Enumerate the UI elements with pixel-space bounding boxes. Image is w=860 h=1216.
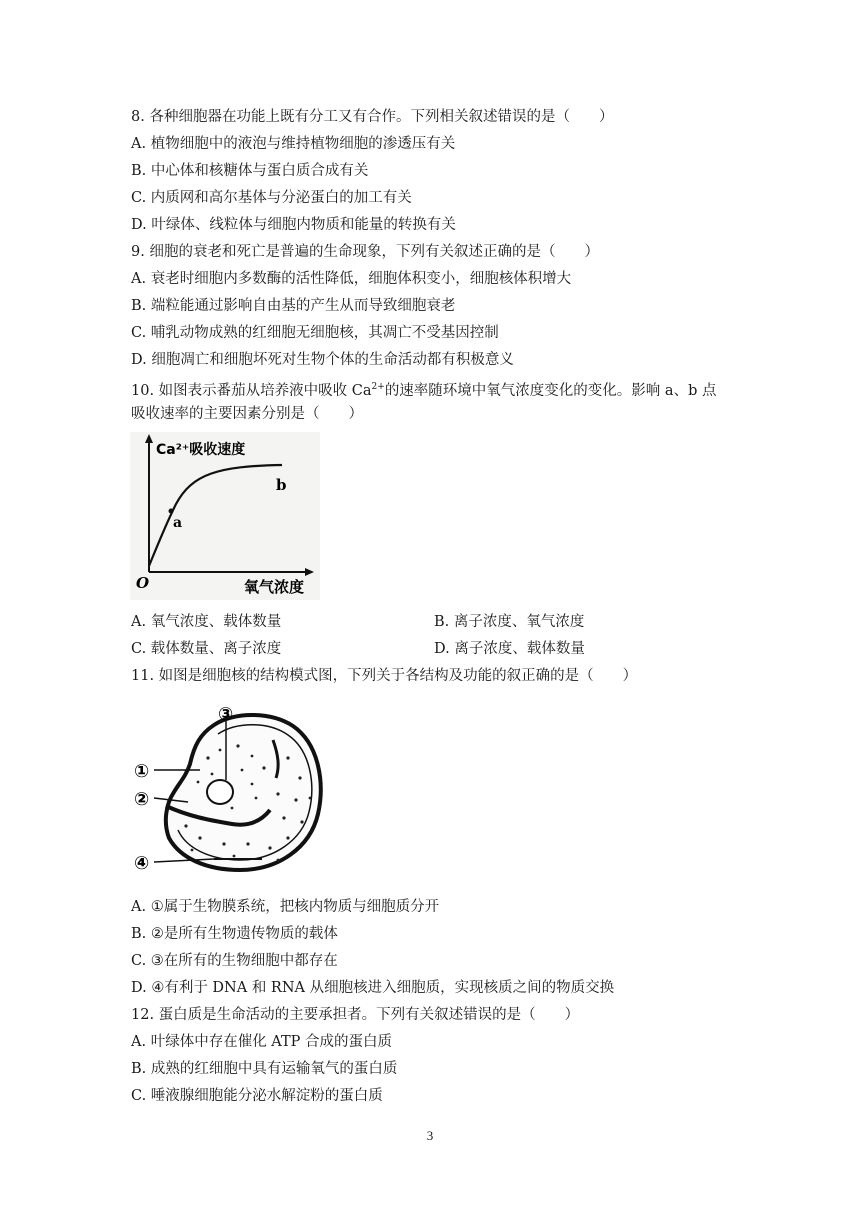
graph-ylabel: Ca²⁺吸收速度 bbox=[156, 442, 246, 458]
graph-point-a: a bbox=[173, 515, 183, 531]
q9-option-d: D. 细胞凋亡和细胞坏死对生物个体的生命活动都有积极意义 bbox=[131, 352, 514, 368]
q8-option-d: D. 叶绿体、线粒体与细胞内物质和能量的转换有关 bbox=[131, 217, 456, 233]
q10-stem-line1 bbox=[131, 377, 716, 401]
q10-option-b: B. 离子浓度、氧气浓度 bbox=[434, 614, 585, 630]
label-3: ③ bbox=[218, 704, 234, 725]
q8-stem: 8. 各种细胞器在功能上既有分工又有合作。下列相关叙述错误的是（ ） bbox=[131, 109, 614, 125]
q10-stem-sup: 2+ bbox=[371, 382, 385, 392]
nucleus-diagram bbox=[128, 698, 328, 880]
q8-option-c: C. 内质网和高尔基体与分泌蛋白的加工有关 bbox=[131, 190, 412, 206]
q12-stem: 12. 蛋白质是生命活动的主要承担者。下列有关叙述错误的是（ ） bbox=[131, 1007, 580, 1023]
q12-option-c: C. 唾液腺细胞能分泌水解淀粉的蛋白质 bbox=[131, 1088, 383, 1104]
q11-option-b: B. ②是所有生物遗传物质的载体 bbox=[131, 926, 338, 942]
q12-option-a: A. 叶绿体中存在催化 ATP 合成的蛋白质 bbox=[131, 1034, 393, 1050]
q10-stem-line2: 吸收速率的主要因素分别是（ ） bbox=[131, 406, 363, 422]
oxygen-uptake-graph bbox=[130, 432, 320, 600]
q10-option-c: C. 载体数量、离子浓度 bbox=[131, 641, 282, 657]
q9-option-a: A. 衰老时细胞内多数酶的活性降低，细胞体积变小，细胞核体积增大 bbox=[131, 271, 572, 287]
q11-option-c: C. ③在所有的生物细胞中都存在 bbox=[131, 953, 338, 969]
q11-option-a: A. ①属于生物膜系统，把核内物质与细胞质分开 bbox=[131, 899, 440, 915]
q8-option-a: A. 植物细胞中的液泡与维持植物细胞的渗透压有关 bbox=[131, 136, 456, 152]
label-4: ④ bbox=[134, 853, 150, 874]
nuclear-envelope bbox=[166, 715, 321, 870]
q11-option-d: D. ④有利于 DNA 和 RNA 从细胞核进入细胞质，实现核质之间的物质交换 bbox=[131, 980, 615, 996]
q11-stem: 11. 如图是细胞核的结构模式图，下列关于各结构及功能的叙正确的是（ ） bbox=[131, 668, 638, 684]
graph-point-b: b bbox=[276, 476, 287, 494]
point-a-marker bbox=[169, 509, 174, 514]
q10-stem-pre: 10. 如图表示番茄从培养液中吸收 Ca bbox=[131, 382, 372, 399]
graph-xlabel: 氧气浓度 bbox=[244, 578, 305, 596]
label-1: ① bbox=[134, 761, 150, 782]
q11-figure bbox=[128, 698, 328, 880]
nucleolus bbox=[207, 780, 233, 804]
q10-stem-post: 的速率随环境中氧气浓度变化的变化。影响 a、b 点 bbox=[384, 382, 717, 399]
graph-origin: O bbox=[136, 574, 150, 592]
q9-option-b: B. 端粒能通过影响自由基的产生从而导致细胞衰老 bbox=[131, 298, 456, 314]
q9-option-c: C. 哺乳动物成熟的红细胞无细胞核，其凋亡不受基因控制 bbox=[131, 325, 499, 341]
page-number: 3 bbox=[426, 1128, 434, 1143]
label-2: ② bbox=[134, 789, 150, 810]
q10-option-a: A. 氧气浓度、载体数量 bbox=[131, 614, 282, 630]
q10-option-d: D. 离子浓度、载体数量 bbox=[434, 641, 585, 657]
q9-stem: 9. 细胞的衰老和死亡是普遍的生命现象，下列有关叙述正确的是（ ） bbox=[131, 244, 599, 260]
q10-figure bbox=[130, 432, 320, 600]
q12-option-b: B. 成熟的红细胞中具有运输氧气的蛋白质 bbox=[131, 1061, 398, 1077]
q8-option-b: B. 中心体和核糖体与蛋白质合成有关 bbox=[131, 163, 369, 179]
